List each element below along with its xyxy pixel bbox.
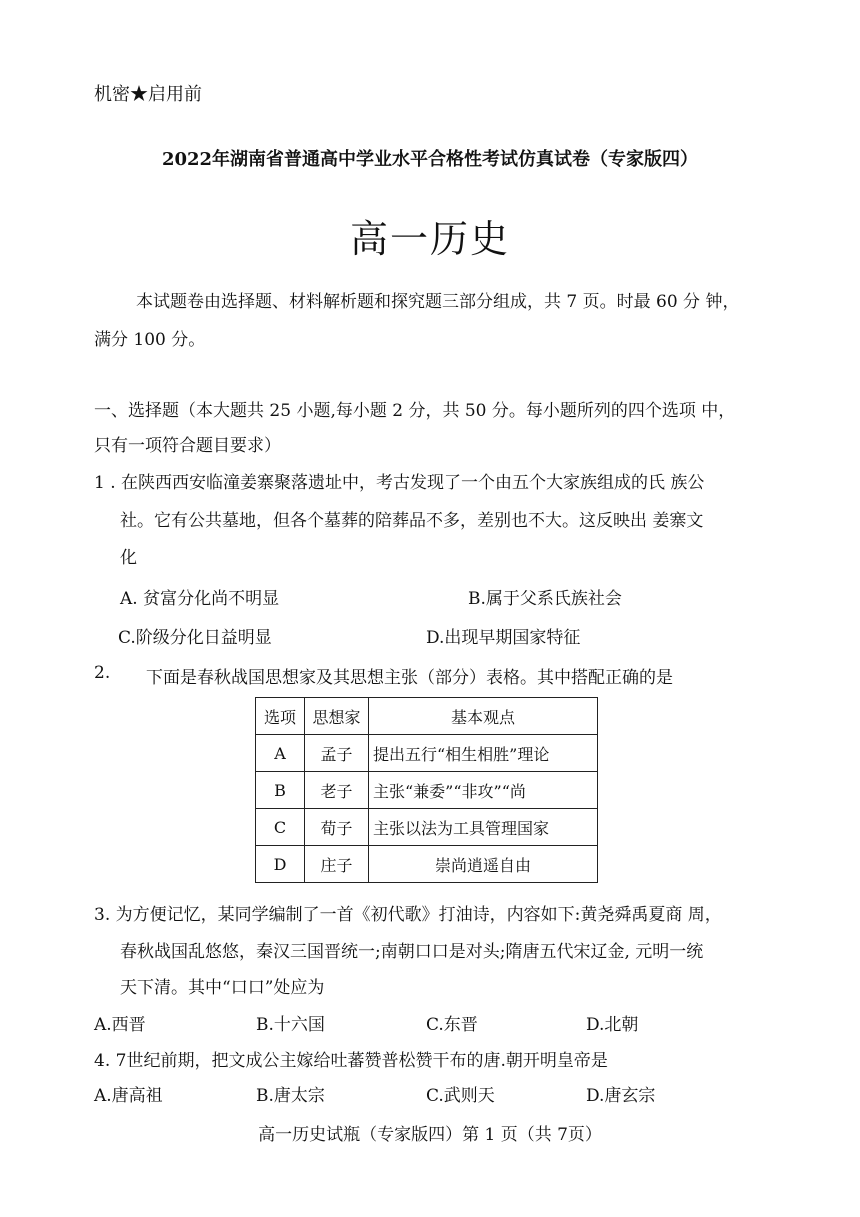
table-row — [256, 809, 598, 846]
table-cell-view: 提出五行“相生相胜”理论 — [369, 735, 598, 772]
intro-line-1: 本试题卷由选择题、材料解析题和探究题三部分组成，共 7 页。时最 60 分 钟， — [136, 292, 740, 312]
q1-stem-line-2: 社。它有公共墓地，但各个墓葬的陪葬品不多，差别也不大。这反映出 姜寨文 — [120, 511, 704, 531]
exam-title: 2022年湖南省普通高中学业水平合格性考试仿真试卷（专家版四） — [161, 149, 699, 170]
q3-stem-line-2: 春秋战国乱悠悠，秦汉三国晋统一;南朝口口是对头;隋唐五代宋辽金, 元明一统 — [120, 942, 704, 962]
table-cell-thinker: 庄子 — [305, 846, 369, 883]
table-cell-option: C — [256, 809, 305, 846]
table-header-row — [256, 698, 598, 735]
section-1-heading-line-1: 一、选择题（本大题共 25 小题,每小题 2 分，共 50 分。每小题所列的四个选项 中， — [94, 401, 736, 421]
q2-stem: 下面是春秋战国思想家及其思想主张（部分）表格。其中搭配正确的是 — [146, 668, 673, 688]
q1-option-b: B.属于父系氏族社会 — [468, 589, 622, 609]
q1-option-a: A. 贫富分化尚不明显 — [120, 589, 280, 609]
q4-option-c: C.武则天 — [426, 1086, 495, 1106]
table-row — [256, 846, 598, 883]
subject-title: 高一历史 — [349, 217, 510, 261]
q3-stem-line-1: 3. 为方便记忆，某同学编制了一首《初代歌》打油诗，内容如下:黄尧舜禹夏商 周， — [94, 905, 722, 925]
table-header-cell: 选项 — [256, 698, 305, 735]
q1-stem-line-1: 1 . 在陕西西安临潼姜寨聚落遗址中，考古发现了一个由五个大家族组成的氏 族公 — [94, 473, 705, 493]
q4-option-b: B.唐太宗 — [256, 1086, 325, 1106]
q3-option-a: A.西晋 — [94, 1015, 146, 1035]
q4-stem: 4. 7世纪前期，把文成公主嫁给吐蕃赞普松赞干布的唐.朝开明皇帝是 — [94, 1051, 608, 1071]
section-1-heading-line-2: 只有一项符合题目要求） — [94, 436, 281, 456]
table-header-cell: 基本观点 — [369, 698, 598, 735]
table-cell-thinker: 老子 — [305, 772, 369, 809]
table-cell-view: 主张“兼委”“非攻”“尚 — [369, 772, 598, 809]
q1-option-d: D.出现早期国家特征 — [426, 628, 581, 648]
table-cell-option: B — [256, 772, 305, 809]
table-header-cell: 思想家 — [305, 698, 369, 735]
intro-line-2: 满分 100 分。 — [94, 330, 206, 350]
q3-stem-line-3: 天下清。其中“口口”处应为 — [120, 978, 325, 998]
confidential-label: 机密★启用前 — [94, 84, 202, 105]
thinkers-table — [255, 697, 598, 883]
table-cell-thinker: 荀子 — [305, 809, 369, 846]
table-cell-option: A — [256, 735, 305, 772]
table-cell-thinker: 孟子 — [305, 735, 369, 772]
q3-option-c: C.东晋 — [426, 1015, 478, 1035]
table-cell-option: D — [256, 846, 305, 883]
table-cell-view: 崇尚逍遥自由 — [369, 846, 598, 883]
table-row — [256, 735, 598, 772]
table-row — [256, 772, 598, 809]
q1-option-c: C.阶级分化日益明显 — [118, 628, 272, 648]
q4-option-d: D.唐玄宗 — [586, 1086, 656, 1106]
q3-option-d: D.北朝 — [586, 1015, 639, 1035]
page-footer: 高一历史试瓶（专家版四）第 1 页（共 7页） — [258, 1125, 602, 1145]
q2-number: 2. — [94, 663, 111, 683]
q3-option-b: B.十六国 — [256, 1015, 325, 1035]
table-cell-view: 主张以法为工具管理国家 — [369, 809, 598, 846]
q4-option-a: A.唐高祖 — [94, 1086, 163, 1106]
q1-stem-line-3: 化 — [120, 548, 137, 568]
